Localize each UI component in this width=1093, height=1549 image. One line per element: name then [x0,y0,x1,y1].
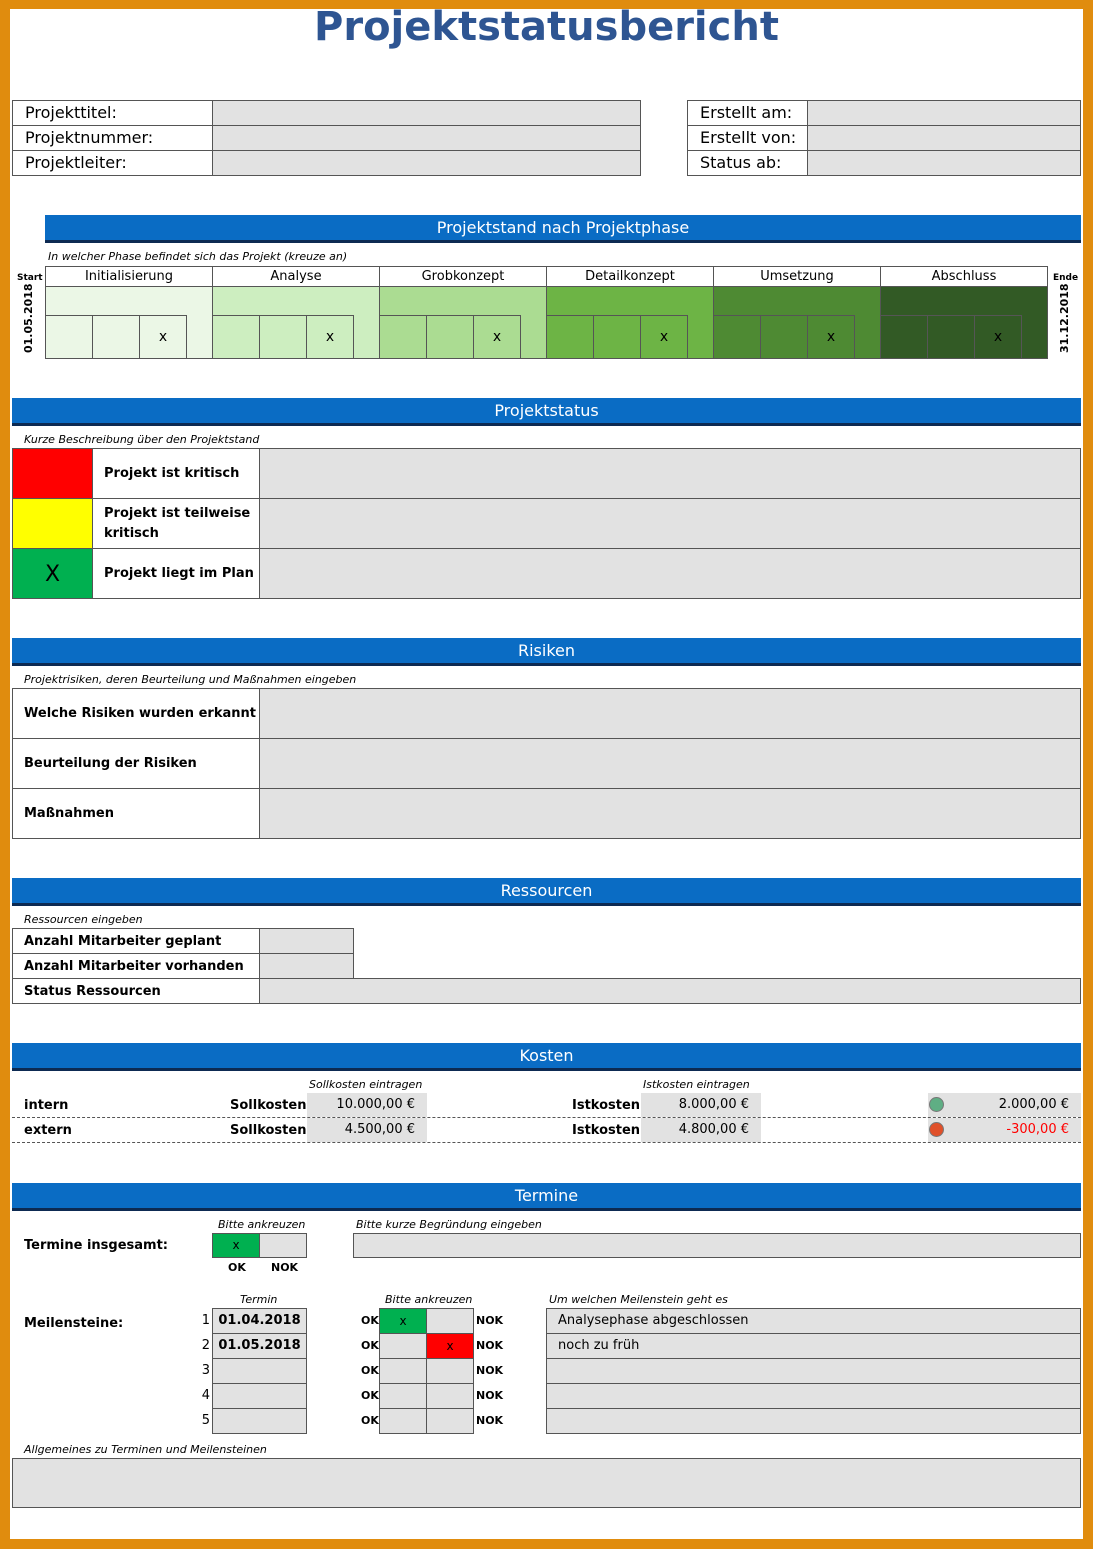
termine-total-nok-box[interactable] [259,1233,307,1258]
milestone-date-field[interactable] [212,1408,307,1434]
milestone-nok-box[interactable] [426,1358,474,1384]
risk-label: Welche Risiken wurden erkannt [12,688,260,739]
phase-checkbox[interactable] [760,315,808,359]
header-label: Erstellt von: [687,125,808,151]
resource-note: Ressourcen eingeben [24,913,143,926]
ist-note: Istkosten eintragen [643,1078,750,1091]
milestone-ok-box[interactable] [379,1333,427,1359]
milestone-nok-label: NOK [476,1339,504,1352]
phase-checkbox[interactable] [45,315,93,359]
status-color-box[interactable] [12,498,93,549]
risk-field[interactable] [259,788,1081,839]
milestone-number: 1 [201,1313,210,1328]
termine-ok-label: OK [228,1261,246,1274]
soll-label: Sollkosten [230,1098,307,1113]
soll-value[interactable]: 10.000,00 € [307,1093,427,1117]
termine-total-label: Termine insgesamt: [24,1238,169,1253]
header-value-field[interactable] [212,100,641,126]
cost-row [12,1118,1081,1143]
resource-label: Anzahl Mitarbeiter geplant [12,928,260,954]
milestone-check-note: Bitte ankreuzen [385,1293,473,1306]
milestone-date-field[interactable]: 01.05.2018 [212,1333,307,1359]
phase-checkbox[interactable] [880,315,928,359]
header-value-field[interactable] [807,100,1081,126]
termine-section-header: Termine [12,1183,1081,1211]
cost-row [12,1093,1081,1118]
resource-field[interactable] [259,978,1081,1004]
status-label: Projekt ist teilweise kritisch [92,498,260,549]
cost-difference: 2.000,00 € [928,1093,1081,1117]
milestone-nok-label: NOK [476,1314,504,1327]
milestones-label: Meilensteine: [24,1316,124,1331]
cost-type: intern [24,1098,69,1113]
general-field[interactable] [12,1458,1081,1508]
milestone-number: 5 [201,1413,210,1428]
phase-name: Abschluss [880,266,1048,287]
risk-label: Beurteilung der Risiken [12,738,260,789]
milestone-ok-box[interactable] [379,1358,427,1384]
phase-checkbox[interactable] [212,315,260,359]
risk-label: Maßnahmen [12,788,260,839]
end-label: Ende [1053,273,1079,283]
resource-label: Anzahl Mitarbeiter vorhanden [12,953,260,979]
milestone-description-field[interactable] [546,1408,1081,1434]
status-indicator-icon [929,1097,944,1112]
resource-field[interactable] [259,928,354,954]
phase-name: Detailkonzept [546,266,714,287]
start-label: Start [17,273,43,283]
milestone-date-field[interactable] [212,1383,307,1409]
termin-note: Termin [240,1293,278,1306]
phase-checkbox[interactable] [426,315,474,359]
page-title: Projektstatusbericht [314,4,779,50]
phase-name: Umsetzung [713,266,881,287]
phase-checkbox[interactable] [713,315,761,359]
phase-checkbox[interactable] [92,315,140,359]
milestone-nok-label: NOK [476,1389,504,1402]
resource-label: Status Ressourcen [12,978,260,1004]
soll-note: Sollkosten eintragen [309,1078,423,1091]
termine-reason-field[interactable] [353,1233,1081,1258]
milestone-ok-box[interactable] [379,1383,427,1409]
general-note: Allgemeines zu Terminen und Meilensteinen [24,1443,267,1456]
milestone-nok-box[interactable] [426,1408,474,1434]
milestone-nok-label: NOK [476,1414,504,1427]
milestone-description-field[interactable]: Analysephase abgeschlossen [546,1308,1081,1334]
milestone-description-field[interactable] [546,1383,1081,1409]
phase-checkbox[interactable]: x [640,315,688,359]
status-section-header: Projektstatus [12,398,1081,426]
header-value-field[interactable] [212,125,641,151]
status-description-field[interactable] [259,548,1081,599]
phase-name: Analyse [212,266,380,287]
resource-field[interactable] [259,953,354,979]
phase-note: In welcher Phase befindet sich das Projekt (kreuze an) [48,250,348,263]
milestone-number: 2 [201,1338,210,1353]
milestone-number: 4 [201,1388,210,1403]
milestone-description-field[interactable]: noch zu früh [546,1333,1081,1359]
milestone-nok-box[interactable] [426,1383,474,1409]
milestone-ok-label: OK [361,1414,379,1427]
end-date: 31.12.2018 [1058,283,1071,353]
milestone-ok-label: OK [361,1339,379,1352]
phase-name: Grobkonzept [379,266,547,287]
status-note: Kurze Beschreibung über den Projektstand [24,433,260,446]
phase-checkbox[interactable] [379,315,427,359]
phase-checkbox[interactable]: x [807,315,855,359]
milestone-nok-box[interactable]: x [426,1333,474,1359]
risk-field[interactable] [259,688,1081,739]
check-note: Bitte ankreuzen [218,1218,306,1231]
milestone-ok-label: OK [361,1314,379,1327]
soll-label: Sollkosten [230,1123,307,1138]
header-value-field[interactable] [807,125,1081,151]
phase-checkbox[interactable] [927,315,975,359]
phase-checkbox[interactable]: x [139,315,187,359]
milestone-ok-label: OK [361,1389,379,1402]
termine-total-ok-box[interactable]: x [212,1233,260,1258]
phase-checkbox[interactable]: x [974,315,1022,359]
milestone-date-field[interactable]: 01.04.2018 [212,1308,307,1334]
ist-value[interactable]: 8.000,00 € [641,1093,761,1117]
status-color-box[interactable] [12,448,93,499]
risk-section-header: Risiken [12,638,1081,666]
header-label: Projektnummer: [12,125,213,151]
header-label: Projektleiter: [12,150,213,176]
status-description-field[interactable] [259,498,1081,549]
milestone-nok-label: NOK [476,1364,504,1377]
phase-checkbox[interactable] [259,315,307,359]
status-color-box[interactable]: X [12,548,93,599]
phase-name: Initialisierung [45,266,213,287]
milestone-date-field[interactable] [212,1358,307,1384]
milestone-nok-box[interactable] [426,1308,474,1334]
termine-nok-label: NOK [271,1261,299,1274]
start-date: 01.05.2018 [22,283,35,353]
milestone-ok-label: OK [361,1364,379,1377]
header-value-field[interactable] [807,150,1081,176]
ist-value[interactable]: 4.800,00 € [641,1118,761,1142]
cost-section-header: Kosten [12,1043,1081,1071]
ist-label: Istkosten [572,1098,641,1113]
header-label: Projekttitel: [12,100,213,126]
milestone-description-field[interactable] [546,1358,1081,1384]
phase-checkbox[interactable] [546,315,594,359]
cost-difference: -300,00 € [928,1118,1081,1142]
resource-section-header: Ressourcen [12,878,1081,906]
cost-type: extern [24,1123,72,1138]
header-value-field[interactable] [212,150,641,176]
status-indicator-icon [929,1122,944,1137]
status-label: Projekt liegt im Plan [92,548,260,599]
phase-checkbox[interactable] [593,315,641,359]
header-label: Status ab: [687,150,808,176]
risk-field[interactable] [259,738,1081,789]
milestone-number: 3 [201,1363,210,1378]
status-description-field[interactable] [259,448,1081,499]
phase-checkbox[interactable]: x [306,315,354,359]
milestone-ok-box[interactable] [379,1408,427,1434]
reason-note: Bitte kurze Begründung eingeben [356,1218,542,1231]
header-label: Erstellt am: [687,100,808,126]
ist-label: Istkosten [572,1123,641,1138]
phase-checkbox[interactable]: x [473,315,521,359]
phase-section-header: Projektstand nach Projektphase [45,215,1081,243]
status-label: Projekt ist kritisch [92,448,260,499]
which-milestone-note: Um welchen Meilenstein geht es [549,1293,728,1306]
risk-note: Projektrisiken, deren Beurteilung und Maßnahmen eingeben [24,673,357,686]
soll-value[interactable]: 4.500,00 € [307,1118,427,1142]
milestone-ok-box[interactable]: x [379,1308,427,1334]
